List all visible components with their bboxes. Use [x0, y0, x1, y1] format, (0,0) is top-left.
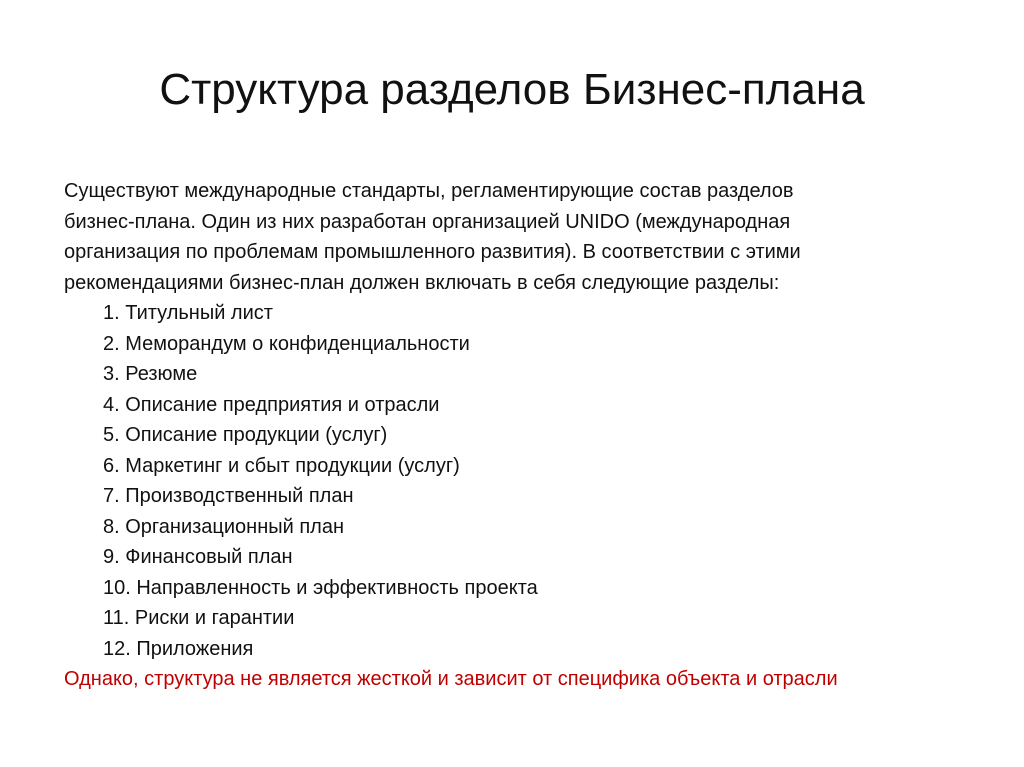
section-item: 7. Производственный план: [103, 485, 354, 507]
section-item: 8. Организационный план: [103, 515, 345, 538]
section-item: 5. Описание продукции (услуг): [103, 424, 388, 446]
intro-line: организация по проблемам промышленного развития). В соответствии с этими: [64, 241, 801, 263]
section-item: 10. Направленность и эффективность проекта: [103, 576, 538, 599]
section-item: 4. Описание предприятия и отрасли: [103, 393, 440, 416]
sections-list: [64, 298, 984, 664]
section-item: 2. Меморандум о конфиденциальности: [103, 332, 470, 355]
structure-note: Однако, структура не является жесткой и зависит от специфика объекта и отрасли: [64, 668, 838, 690]
section-item: 1. Титульный лист: [103, 302, 273, 324]
section-item: 6. Маркетинг и сбыт продукции (услуг): [103, 454, 460, 477]
intro-line: бизнес-плана. Один из них разработан организацией UNIDO (международная: [64, 210, 791, 233]
section-item: 3. Резюме: [103, 363, 198, 385]
section-item: 12. Приложения: [103, 637, 254, 660]
slide-body: [64, 176, 984, 695]
intro-line: Существуют международные стандарты, регламентирующие состав разделов: [64, 180, 794, 202]
section-item: 9. Финансовый план: [103, 546, 293, 568]
section-item: 11. Риски и гарантии: [103, 607, 295, 629]
slide-title: Структура разделов Бизнес-плана: [159, 65, 865, 114]
intro-line: рекомендациями бизнес-план должен включать в себя следующие разделы:: [64, 271, 780, 294]
intro-paragraph: [64, 176, 924, 298]
